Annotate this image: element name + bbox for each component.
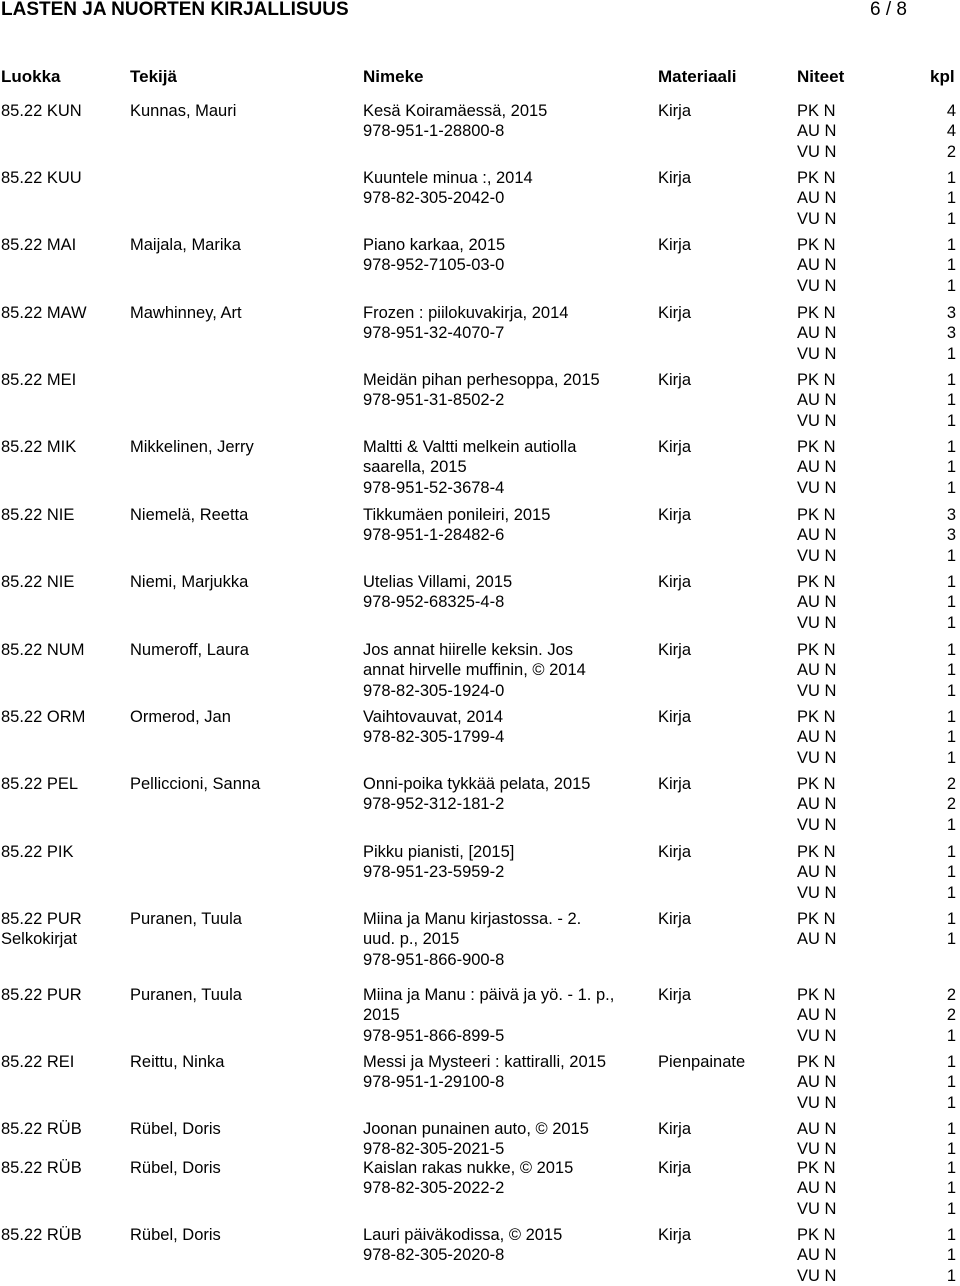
location-line: PK N (797, 102, 836, 120)
classification-cell (1, 370, 76, 390)
location-line: PK N (797, 371, 836, 389)
count-line: 1 (946, 1199, 956, 1218)
count-line: 2 (946, 775, 956, 793)
title-cell (363, 1225, 562, 1266)
location-line: PK N (797, 1053, 836, 1071)
classification-line: Selkokirjat (1, 930, 78, 949)
title-line: saarella, 2015 (363, 458, 467, 477)
title-line: 978-951-31-8502-2 (363, 391, 505, 410)
location-line: AU N (797, 526, 837, 545)
column-header-materiaali: Materiaali (658, 67, 737, 86)
classification-cell (1, 168, 82, 188)
classification-line: 85.22 PEL (1, 775, 79, 793)
count-cell (944, 985, 956, 1046)
copies-location-cell (797, 1225, 836, 1286)
author-cell: Reittu, Ninka (130, 1053, 225, 1071)
title-line: Miina ja Manu : päivä ja yö. - 1. p., (363, 986, 615, 1004)
count-cell (944, 101, 956, 162)
count-cell (944, 505, 956, 566)
title-line: Jos annat hiirelle keksin. Jos (363, 641, 574, 659)
material-cell: Kirja (658, 438, 692, 456)
copies-location-cell (797, 370, 836, 431)
classification-cell (1, 842, 73, 862)
location-line: AU N (797, 1179, 837, 1198)
title-line: 978-951-1-28800-8 (363, 122, 505, 141)
title-cell (363, 1158, 573, 1199)
material-cell: Kirja (658, 506, 692, 524)
classification-cell (1, 640, 84, 660)
location-line: PK N (797, 304, 836, 322)
copies-location-cell (797, 101, 836, 162)
location-line: VU N (797, 1140, 837, 1159)
classification-line: 85.22 PUR (1, 986, 82, 1004)
count-line: 1 (946, 189, 956, 208)
classification-cell (1, 1225, 82, 1245)
title-line: 978-951-52-3678-4 (363, 478, 505, 497)
classification-cell (1, 1119, 82, 1139)
location-line: VU N (797, 1093, 837, 1112)
count-line: 1 (946, 1226, 956, 1244)
count-line: 1 (946, 843, 956, 861)
author-cell: Rübel, Doris (130, 1120, 221, 1138)
count-line: 1 (946, 613, 956, 632)
copies-location-cell (797, 640, 836, 701)
count-line: 1 (946, 391, 956, 410)
count-line: 1 (946, 209, 956, 228)
title-line: 978-82-305-2022-2 (363, 1179, 505, 1198)
title-line: Messi ja Mysteeri : kattiralli, 2015 (363, 1053, 606, 1071)
count-line: 2 (946, 1006, 956, 1025)
classification-line: 85.22 REI (1, 1053, 75, 1071)
count-line: 1 (946, 411, 956, 430)
location-line: AU N (797, 122, 837, 141)
title-cell (363, 572, 512, 613)
count-line: 1 (946, 1159, 956, 1177)
column-header-kpl: kpl (930, 67, 955, 86)
material-cell: Kirja (658, 102, 692, 120)
title-cell (363, 437, 576, 498)
column-header-nimeke: Nimeke (363, 67, 424, 86)
count-line: 1 (946, 883, 956, 902)
location-line: VU N (797, 1266, 837, 1285)
location-line: PK N (797, 506, 836, 524)
copies-location-cell (797, 437, 836, 498)
title-line: Piano karkaa, 2015 (363, 236, 506, 254)
count-line: 1 (946, 593, 956, 612)
location-line: PK N (797, 986, 836, 1004)
classification-cell (1, 909, 82, 950)
location-line: PK N (797, 236, 836, 254)
copies-location-cell (797, 707, 836, 768)
title-cell (363, 505, 550, 546)
count-line: 1 (946, 681, 956, 700)
author-cell: Puranen, Tuula (130, 986, 242, 1004)
copies-location-cell (797, 909, 836, 950)
author-cell: Mawhinney, Art (130, 304, 242, 322)
classification-line: 85.22 MEI (1, 371, 77, 389)
location-line: AU N (797, 458, 837, 477)
author-cell: Rübel, Doris (130, 1159, 221, 1177)
count-line: 1 (946, 1120, 956, 1138)
material-cell: Kirja (658, 169, 692, 187)
location-line: AU N (797, 1120, 837, 1138)
count-line: 4 (946, 122, 956, 141)
location-line: VU N (797, 681, 837, 700)
location-line: PK N (797, 1159, 836, 1177)
count-line: 1 (946, 1026, 956, 1045)
count-cell (944, 168, 956, 229)
classification-line: 85.22 NUM (1, 641, 85, 659)
title-line: Frozen : piilokuvakirja, 2014 (363, 304, 569, 322)
classification-line: 85.22 KUU (1, 169, 82, 187)
column-header-tekija: Tekijä (130, 67, 177, 86)
author-cell: Kunnas, Mauri (130, 102, 237, 120)
count-line: 1 (946, 815, 956, 834)
classification-line: 85.22 PUR (1, 910, 82, 928)
count-line: 1 (946, 256, 956, 275)
title-line: 2015 (363, 1006, 400, 1025)
author-cell: Rübel, Doris (130, 1226, 221, 1244)
title-cell (363, 1119, 589, 1160)
location-line: PK N (797, 843, 836, 861)
title-line: 978-82-305-1924-0 (363, 681, 505, 700)
location-line: AU N (797, 1246, 837, 1265)
material-cell: Kirja (658, 1120, 692, 1138)
title-line: uud. p., 2015 (363, 930, 460, 949)
copies-location-cell (797, 1119, 836, 1160)
title-line: Utelias Villami, 2015 (363, 573, 513, 591)
classification-line: 85.22 NIE (1, 573, 75, 591)
copies-location-cell (797, 774, 836, 835)
copies-location-cell (797, 168, 836, 229)
location-line: PK N (797, 438, 836, 456)
title-line: 978-82-305-1799-4 (363, 728, 505, 747)
count-line: 1 (946, 573, 956, 591)
classification-line: 85.22 NIE (1, 506, 75, 524)
location-line: AU N (797, 593, 837, 612)
count-line: 3 (946, 324, 956, 343)
copies-location-cell (797, 572, 836, 633)
location-line: AU N (797, 728, 837, 747)
copies-location-cell (797, 1158, 836, 1219)
count-cell (944, 842, 956, 903)
title-line: 978-951-866-900-8 (363, 950, 505, 969)
classification-cell (1, 505, 74, 525)
count-line: 1 (946, 661, 956, 680)
material-cell: Kirja (658, 986, 692, 1004)
classification-cell (1, 303, 87, 323)
classification-line: 85.22 RÜB (1, 1120, 82, 1138)
classification-cell (1, 1052, 74, 1072)
location-line: PK N (797, 775, 836, 793)
count-line: 1 (946, 1053, 956, 1071)
count-line: 1 (946, 1266, 956, 1285)
count-line: 3 (946, 526, 956, 545)
classification-cell (1, 572, 74, 592)
count-line: 1 (946, 344, 956, 363)
author-cell: Ormerod, Jan (130, 708, 231, 726)
title-cell (363, 168, 533, 209)
count-line: 2 (946, 986, 956, 1004)
classification-line: 85.22 KUN (1, 102, 82, 120)
copies-location-cell (797, 985, 836, 1046)
material-cell: Kirja (658, 910, 692, 928)
title-line: annat hirvelle muffinin, © 2014 (363, 661, 586, 680)
location-line: VU N (797, 815, 837, 834)
title-cell (363, 909, 581, 970)
copies-location-cell (797, 303, 836, 364)
column-header-luokka: Luokka (1, 67, 61, 86)
count-line: 3 (946, 506, 956, 524)
count-line: 1 (946, 236, 956, 254)
classification-cell (1, 707, 85, 727)
location-line: VU N (797, 142, 837, 161)
location-line: PK N (797, 573, 836, 591)
title-line: Maltti & Valtti melkein autiolla (363, 438, 577, 456)
material-cell: Kirja (658, 1159, 692, 1177)
location-line: VU N (797, 613, 837, 632)
count-cell (944, 572, 956, 633)
count-line: 1 (946, 1246, 956, 1265)
author-cell: Pelliccioni, Sanna (130, 775, 261, 793)
classification-cell (1, 235, 76, 255)
title-cell (363, 774, 590, 815)
material-cell: Kirja (658, 708, 692, 726)
copies-location-cell (797, 235, 836, 296)
count-line: 1 (946, 276, 956, 295)
classification-cell (1, 437, 76, 457)
title-cell (363, 101, 547, 142)
location-line: PK N (797, 641, 836, 659)
location-line: VU N (797, 546, 837, 565)
classification-cell (1, 774, 78, 794)
count-line: 1 (946, 708, 956, 726)
count-line: 1 (946, 748, 956, 767)
location-line: VU N (797, 748, 837, 767)
title-line: 978-951-866-899-5 (363, 1026, 505, 1045)
classification-cell (1, 101, 82, 121)
count-line: 1 (946, 930, 956, 949)
count-line: 1 (946, 1140, 956, 1159)
count-line: 4 (946, 102, 956, 120)
location-line: VU N (797, 478, 837, 497)
material-cell: Kirja (658, 843, 692, 861)
count-line: 1 (946, 438, 956, 456)
location-line: VU N (797, 1026, 837, 1045)
title-cell (363, 985, 614, 1046)
location-line: VU N (797, 209, 837, 228)
classification-cell (1, 1158, 82, 1178)
title-line: 978-951-1-29100-8 (363, 1073, 505, 1092)
location-line: VU N (797, 883, 837, 902)
title-line: Joonan punainen auto, © 2015 (363, 1120, 589, 1138)
title-line: Tikkumäen ponileiri, 2015 (363, 506, 551, 524)
title-line: Meidän pihan perhesoppa, 2015 (363, 371, 600, 389)
title-line: Vaihtovauvat, 2014 (363, 708, 504, 726)
location-line: VU N (797, 276, 837, 295)
title-line: 978-82-305-2042-0 (363, 189, 505, 208)
count-line: 1 (946, 863, 956, 882)
title-line: 978-952-312-181-2 (363, 795, 505, 814)
title-line: 978-952-7105-03-0 (363, 256, 505, 275)
material-cell: Kirja (658, 236, 692, 254)
material-cell: Kirja (658, 304, 692, 322)
author-cell: Niemi, Marjukka (130, 573, 249, 591)
title-line: Onni-poika tykkää pelata, 2015 (363, 775, 591, 793)
title-cell (363, 303, 568, 344)
count-line: 3 (946, 304, 956, 322)
location-line: VU N (797, 1199, 837, 1218)
classification-line: 85.22 PIK (1, 843, 74, 861)
title-cell (363, 842, 514, 883)
author-cell: Mikkelinen, Jerry (130, 438, 254, 456)
author-cell: Puranen, Tuula (130, 910, 242, 928)
location-line: VU N (797, 411, 837, 430)
location-line: PK N (797, 1226, 836, 1244)
count-line: 1 (946, 546, 956, 565)
count-cell (944, 370, 956, 431)
material-cell: Kirja (658, 775, 692, 793)
location-line: AU N (797, 863, 837, 882)
author-cell: Numeroff, Laura (130, 641, 249, 659)
count-line: 1 (946, 458, 956, 477)
title-line: Kaislan rakas nukke, © 2015 (363, 1159, 574, 1177)
title-cell (363, 1052, 606, 1093)
classification-line: 85.22 MIK (1, 438, 77, 456)
location-line: AU N (797, 661, 837, 680)
material-cell: Kirja (658, 371, 692, 389)
location-line: PK N (797, 708, 836, 726)
count-line: 1 (946, 910, 956, 928)
count-line: 1 (946, 1073, 956, 1092)
location-line: PK N (797, 169, 836, 187)
location-line: AU N (797, 1006, 837, 1025)
material-cell: Kirja (658, 573, 692, 591)
copies-location-cell (797, 1052, 836, 1113)
classification-line: 85.22 RÜB (1, 1226, 82, 1244)
count-line: 1 (946, 371, 956, 389)
title-cell (363, 235, 505, 276)
title-line: 978-82-305-2021-5 (363, 1140, 505, 1159)
location-line: AU N (797, 256, 837, 275)
title-line: 978-952-68325-4-8 (363, 593, 505, 612)
count-cell (944, 1052, 956, 1113)
count-cell (944, 235, 956, 296)
location-line: VU N (797, 344, 837, 363)
author-cell: Niemelä, Reetta (130, 506, 249, 524)
classification-line: 85.22 MAI (1, 236, 77, 254)
count-line: 2 (946, 795, 956, 814)
location-line: AU N (797, 324, 837, 343)
title-line: Pikku pianisti, [2015] (363, 843, 515, 861)
classification-line: 85.22 RÜB (1, 1159, 82, 1177)
location-line: AU N (797, 1073, 837, 1092)
location-line: PK N (797, 910, 836, 928)
title-cell (363, 640, 586, 701)
classification-cell (1, 985, 82, 1005)
title-line: Lauri päiväkodissa, © 2015 (363, 1226, 563, 1244)
column-header-niteet: Niteet (797, 67, 845, 86)
material-cell: Kirja (658, 641, 692, 659)
title-line: Kuuntele minua :, 2014 (363, 169, 533, 187)
count-line: 1 (946, 1093, 956, 1112)
count-cell (944, 437, 956, 498)
copies-location-cell (797, 505, 836, 566)
count-cell (944, 1225, 956, 1286)
count-line: 2 (946, 142, 956, 161)
title-line: 978-82-305-2020-8 (363, 1246, 505, 1265)
title-line: 978-951-23-5959-2 (363, 863, 505, 882)
classification-line: 85.22 MAW (1, 304, 87, 322)
copies-location-cell (797, 842, 836, 903)
count-cell (944, 707, 956, 768)
title-line: Miina ja Manu kirjastossa. - 2. (363, 910, 582, 928)
count-cell (944, 1119, 956, 1160)
author-cell: Maijala, Marika (130, 236, 241, 254)
classification-line: 85.22 ORM (1, 708, 86, 726)
count-line: 1 (946, 478, 956, 497)
title-line: 978-951-1-28482-6 (363, 526, 505, 545)
count-cell (944, 1158, 956, 1219)
count-cell (944, 774, 956, 835)
title-line: 978-951-32-4070-7 (363, 324, 505, 343)
page-title: LASTEN JA NUORTEN KIRJALLISUUS (1, 0, 349, 20)
count-cell (944, 909, 956, 950)
count-line: 1 (946, 169, 956, 187)
location-line: AU N (797, 189, 837, 208)
material-cell: Kirja (658, 1226, 692, 1244)
count-cell (944, 303, 956, 364)
location-line: AU N (797, 930, 837, 949)
count-line: 1 (946, 641, 956, 659)
title-cell (363, 370, 600, 411)
location-line: AU N (797, 795, 837, 814)
count-line: 1 (946, 728, 956, 747)
title-cell (363, 707, 504, 748)
count-cell (944, 640, 956, 701)
location-line: AU N (797, 391, 837, 410)
material-cell: Pienpainate (658, 1053, 746, 1071)
count-line: 1 (946, 1179, 956, 1198)
title-line: Kesä Koiramäessä, 2015 (363, 102, 548, 120)
page-number: 6 / 8 (870, 0, 907, 20)
